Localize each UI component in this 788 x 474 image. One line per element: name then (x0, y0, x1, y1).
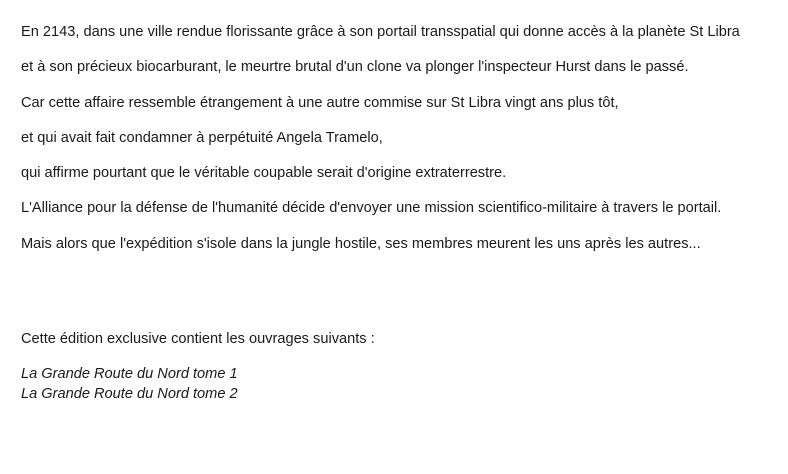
works-list (21, 364, 781, 404)
synopsis-paragraph-3: Car cette affaire ressemble étrangement à une autre commise sur St Libra vingt ans plus tôt, (21, 94, 619, 111)
edition-contents (21, 329, 781, 404)
synopsis-paragraph-7: Mais alors que l'expédition s'isole dans la jungle hostile, ses membres meurent les uns après les autres... (21, 235, 701, 252)
synopsis-paragraph-5: qui affirme pourtant que le véritable coupable serait d'origine extraterrestre. (21, 165, 507, 182)
synopsis-paragraph-1: En 2143, dans une ville rendue florissante grâce à son portail transspatial qui donne accès à la planète St Libra (21, 24, 740, 40)
work-title-1: La Grande Route du Nord tome 1 (21, 366, 238, 383)
synopsis (21, 22, 781, 269)
synopsis-paragraph-4: et qui avait fait condamner à perpétuité Angela Tramelo, (21, 129, 383, 146)
edition-intro: Cette édition exclusive contient les ouvrages suivants : (21, 331, 375, 348)
synopsis-paragraph-2: et à son précieux biocarburant, le meurtre brutal d'un clone va plonger l'inspecteur Hurst dans le passé. (21, 59, 689, 76)
synopsis-paragraph-6: L'Alliance pour la défense de l'humanité décide d'envoyer une mission scientifico-militaire à travers le portail. (21, 200, 722, 217)
work-title-2: La Grande Route du Nord tome 2 (21, 386, 238, 403)
document-body (21, 22, 781, 404)
section-gap (21, 269, 781, 329)
